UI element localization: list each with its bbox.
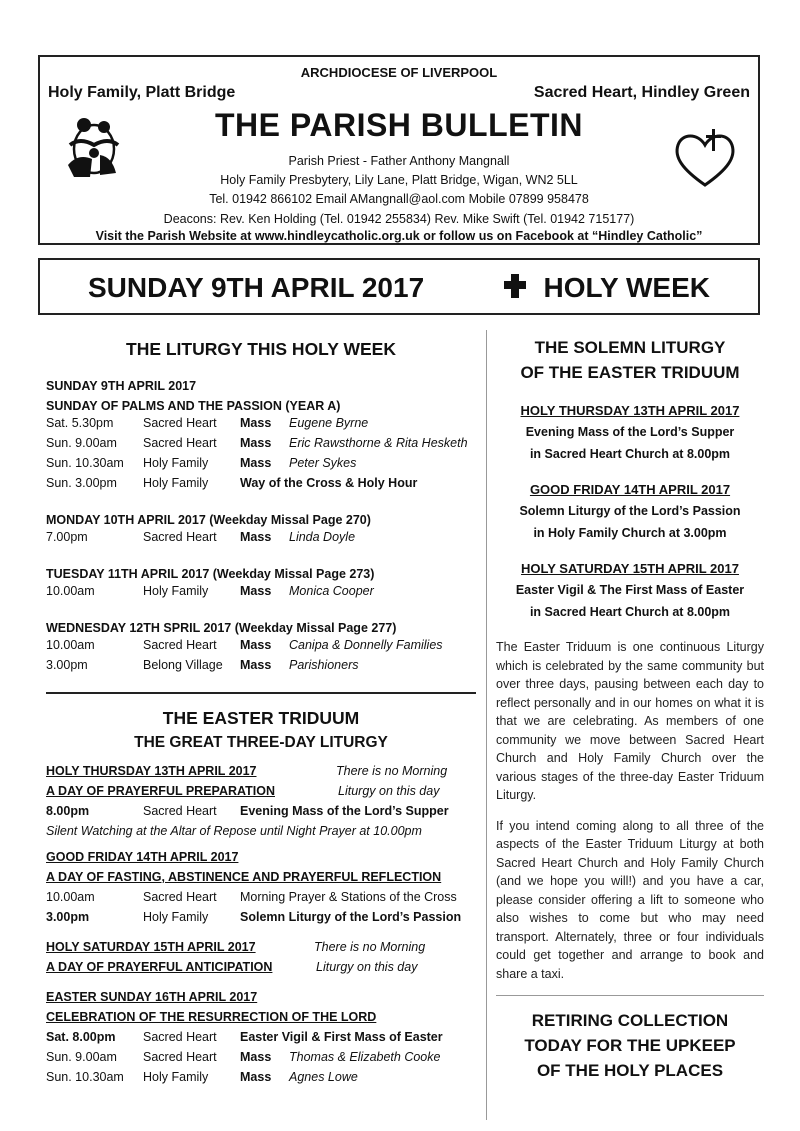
solemn-day: HOLY THURSDAY 13TH APRIL 2017 — [520, 403, 740, 418]
day-heading: TUESDAY 11TH APRIL 2017 (Weekday Missal Page 273) — [46, 567, 375, 581]
archdiocese-label: ARCHDIOCESE OF LIVERPOOL — [300, 65, 498, 80]
solemn-title-line2: OF THE EASTER TRIDUUM — [520, 363, 740, 382]
day-heading: MONDAY 10TH APRIL 2017 (Weekday Missal Page 270) — [46, 513, 371, 527]
priest-line: Parish Priest - Father Anthony Mangnall — [288, 154, 510, 168]
table-row: A DAY OF PRAYERFUL ANTICIPATION Liturgy on this day — [46, 960, 418, 974]
triduum-friday — [46, 850, 476, 930]
transport-paragraph: If you intend coming along to all three of the aspects of the Easter Triduum Liturgy at both Sacred Heart Church and Holy Family Church (and we hope you will!) and you have a car, please consider offering a lift to someone who also wishes to come but who may need transport. Alternately, three or four individuals could get together and arrange to book and share a taxi. — [496, 818, 764, 981]
table-row: 10.00am Sacred Heart Mass Canipa & Donnelly Families — [46, 638, 443, 652]
table-row: 10.00am Holy Family Mass Monica Cooper — [46, 584, 374, 598]
day-sunday — [46, 376, 476, 496]
deacons-line: Deacons: Rev. Ken Holding (Tel. 01942 255834) Rev. Mike Swift (Tel. 01942 715177) — [163, 212, 635, 226]
contact-line: Tel. 01942 866102 Email AMangnall@aol.com Mobile 07899 958478 — [209, 192, 589, 206]
day-heading: WEDNESDAY 12TH SPRIL 2017 (Weekday Missal Page 277) — [46, 621, 397, 635]
section-divider — [46, 692, 476, 694]
date-banner — [38, 258, 760, 315]
retiring-line: TODAY FOR THE UPKEEP — [524, 1036, 736, 1055]
solemn-day: HOLY SATURDAY 15TH APRIL 2017 — [521, 561, 739, 576]
day-wednesday — [46, 618, 476, 678]
day-heading: SUNDAY 9TH APRIL 2017 — [46, 379, 197, 393]
retiring-line: OF THE HOLY PLACES — [536, 1061, 724, 1080]
triduum-easter — [46, 990, 476, 1090]
banner-date: SUNDAY 9TH APRIL 2017 — [88, 272, 425, 303]
bulletin-header — [38, 55, 760, 245]
table-row: Sun. 10.30am Holy Family Mass Agnes Lowe — [46, 1070, 358, 1084]
table-row: Sun. 9.00am Sacred Heart Mass Thomas & Elizabeth Cooke — [46, 1050, 441, 1064]
table-row: GOOD FRIDAY 14TH APRIL 2017 — [46, 850, 239, 864]
table-row: HOLY SATURDAY 15TH APRIL 2017 There is no Morning — [46, 940, 426, 954]
table-row: EASTER SUNDAY 16TH APRIL 2017 — [46, 990, 258, 1004]
solemn-line: in Sacred Heart Church at 8.00pm — [529, 447, 731, 461]
liturgy-column — [46, 325, 476, 1090]
bulletin-title: THE PARISH BULLETIN — [214, 107, 583, 143]
table-row: Sun. 10.30am Holy Family Mass Peter Sykes — [46, 456, 357, 470]
table-row: 3.00pm Holy Family Solemn Liturgy of the Lord’s Passion — [46, 910, 462, 924]
triduum-thursday — [46, 764, 476, 844]
address-line: Holy Family Presbytery, Lily Lane, Platt Bridge, Wigan, WN2 5LL — [220, 173, 578, 187]
section-divider — [496, 995, 764, 996]
parish-left: Holy Family, Platt Bridge — [48, 84, 236, 101]
table-row: 8.00pm Sacred Heart Evening Mass of the Lord’s Supper — [46, 804, 449, 818]
solemn-line: Solemn Liturgy of the Lord’s Passion — [519, 504, 741, 518]
website-line: Visit the Parish Website at www.hindleycatholic.org.uk or follow us on Facebook at “Hindley Catholic” — [95, 229, 703, 243]
triduum-paragraph: The Easter Triduum is one continuous Liturgy which is celebrated by the same community but over three days, pausing between each day to reflect personally and in our homes on what it is that we are celebrating. As members of one community we move between Sacred Heart Church and Holy Family Church over the various stages of the three-day Easter Triduum Liturgy. — [496, 640, 764, 802]
retiring-collection — [496, 1008, 764, 1083]
parish-right: Sacred Heart, Hindley Green — [533, 84, 750, 101]
table-row: 3.00pm Belong Village Mass Parishioners — [46, 658, 359, 672]
table-row: Sun. 3.00pm Holy Family Way of the Cross & Holy Hour — [46, 476, 418, 490]
liturgy-title: THE LITURGY THIS HOLY WEEK — [126, 339, 396, 359]
table-row: Sat. 8.00pm Sacred Heart Easter Vigil & First Mass of Easter — [46, 1030, 443, 1044]
table-row: 10.00am Sacred Heart Morning Prayer & Stations of the Cross — [46, 890, 457, 904]
table-row: Sun. 9.00am Sacred Heart Mass Eric Rawsthorne & Rita Hesketh — [46, 436, 468, 450]
triduum-title: THE EASTER TRIDUUM — [162, 708, 360, 728]
solemn-column — [496, 325, 764, 1083]
table-row: HOLY THURSDAY 13TH APRIL 2017 There is no Morning — [46, 764, 448, 778]
triduum-saturday — [46, 940, 476, 980]
cross-icon — [502, 270, 528, 302]
solemn-line: in Sacred Heart Church at 8.00pm — [529, 605, 731, 619]
retiring-line: RETIRING COLLECTION — [531, 1011, 729, 1030]
table-row: Silent Watching at the Altar of Repose until Night Prayer at 10.00pm — [46, 824, 422, 838]
day-monday — [46, 510, 476, 550]
table-row: CELEBRATION OF THE RESURRECTION OF THE LORD — [46, 1010, 377, 1024]
solemn-line: Easter Vigil & The First Mass of Easter — [515, 583, 745, 597]
banner-week: HOLY WEEK — [543, 272, 710, 303]
solemn-line: Evening Mass of the Lord’s Supper — [525, 425, 735, 439]
table-row: A DAY OF PRAYERFUL PREPARATION Liturgy on this day — [46, 784, 440, 798]
solemn-title-line1: THE SOLEMN LITURGY — [534, 338, 726, 357]
table-row: A DAY OF FASTING, ABSTINENCE AND PRAYERFUL REFLECTION — [46, 870, 442, 884]
column-divider — [486, 330, 487, 1120]
triduum-subtitle: THE GREAT THREE-DAY LITURGY — [134, 734, 388, 751]
table-row: Sat. 5.30pm Sacred Heart Mass Eugene Byrne — [46, 416, 369, 430]
day-tuesday — [46, 564, 476, 604]
day-subheading: SUNDAY OF PALMS AND THE PASSION (YEAR A) — [46, 399, 341, 413]
solemn-day: GOOD FRIDAY 14TH APRIL 2017 — [529, 482, 731, 497]
table-row: 7.00pm Sacred Heart Mass Linda Doyle — [46, 530, 356, 544]
solemn-line: in Holy Family Church at 3.00pm — [533, 526, 727, 540]
